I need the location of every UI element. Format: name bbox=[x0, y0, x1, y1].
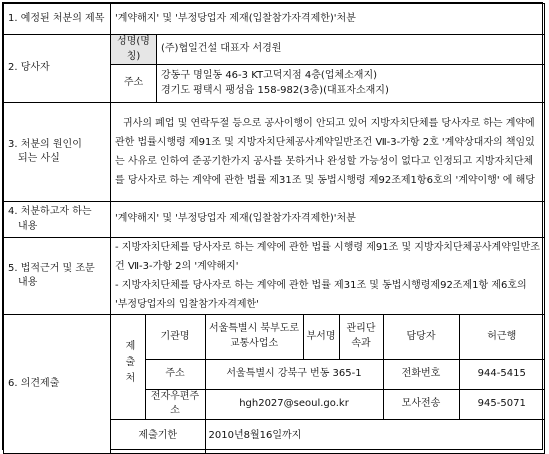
row-party-name bbox=[4, 35, 545, 65]
row-opinion-submission bbox=[4, 315, 545, 454]
disposition-title-label: 1. 예정된 처분의 제목 bbox=[4, 4, 111, 35]
legal-basis-label-line1: 5. 법적근거 및 조문 bbox=[8, 262, 95, 274]
notice-document bbox=[2, 2, 543, 450]
intended-disposition-label-line2: 내용 bbox=[18, 220, 38, 232]
agency-label: 기관명 bbox=[145, 315, 205, 359]
legal-basis-value bbox=[111, 238, 545, 315]
deadline-label: 제출기한 bbox=[111, 419, 205, 453]
cause-label bbox=[4, 103, 111, 202]
intended-disposition-label bbox=[4, 202, 111, 238]
cause-label-line1: 3. 처분의 원인이 bbox=[8, 138, 82, 150]
email-value: hgh2027@seoul.go.kr bbox=[205, 389, 383, 419]
submission-row-deadline bbox=[111, 419, 544, 453]
party-name-value: (주)협일건설 대표자 서경원 bbox=[157, 35, 545, 65]
party-name-label: 성명(명칭) bbox=[111, 35, 157, 65]
legal-basis-label bbox=[4, 238, 111, 315]
row-disposition-title bbox=[4, 4, 545, 35]
row-intended-disposition bbox=[4, 202, 545, 238]
email-label: 전자우편주소 bbox=[145, 389, 205, 419]
submission-table bbox=[111, 315, 544, 453]
submission-row-agency bbox=[111, 315, 544, 359]
cause-value: 귀사의 폐업 및 연락두절 등으로 공사이행이 안되고 있어 지방자치단체를 당사자로 하는 계약에 관한 법률시행령 제91조 및 지방자치단체공사계약일반조건 Ⅶ-3-가항 2호 '계약상대자의 책임있는 사유로 인하여 준공기한가지 공사를 못하거나 완성할 가능성이 없다고 인정되고 지방자치단체를 당사자로 하는 계약에 관한 법률 제31조 및 동법시행령 제92조제1항6호의 '계약이행' 에 해당 bbox=[111, 103, 545, 202]
submission-place-label bbox=[111, 315, 145, 419]
legal-basis-label-line2: 내용 bbox=[18, 277, 38, 288]
disposition-title-value: '계약해지' 및 '부정당업자 제재(입찰참가자격제한)'처분 bbox=[111, 4, 545, 35]
person-value: 허근행 bbox=[459, 315, 544, 359]
submission-place-text: 제출처 bbox=[123, 340, 134, 388]
submission-row-address bbox=[111, 359, 544, 389]
dept-value: 관리단속과 bbox=[339, 315, 383, 359]
agency-value: 서울특별시 북부도로교통사업소 bbox=[205, 315, 303, 359]
dept-label: 부서명 bbox=[303, 315, 339, 359]
party-address-line1: 강동구 명일동 46-3 KT고덕지점 4층(업체소재지) bbox=[161, 70, 378, 81]
party-label: 2. 당사자 bbox=[4, 35, 111, 103]
legal-basis-item-2: - 지방자치단체를 당사자로 하는 계약에 관한 법률 제31조 및 동법시행령제92조제1항 제6호의 '부정당업자의 입찰참가자격제한' bbox=[115, 280, 527, 310]
opinion-submission-detail bbox=[111, 315, 545, 454]
fax-label: 모사전송 bbox=[383, 389, 459, 419]
intended-disposition-label-line1: 4. 처분하고자 하는 bbox=[8, 206, 92, 217]
party-address-label: 주소 bbox=[111, 65, 157, 103]
submission-row-email bbox=[111, 389, 544, 419]
deadline-value: 2010년8월16일까지 bbox=[205, 419, 544, 453]
opinion-submission-label: 6. 의견제출 bbox=[4, 315, 111, 454]
row-legal-basis bbox=[4, 238, 545, 315]
fax-value: 945-5071 bbox=[459, 389, 544, 419]
address-label: 주소 bbox=[145, 359, 205, 389]
phone-value: 944-5415 bbox=[459, 359, 544, 389]
address-value: 서울특별시 강북구 번동 365-1 bbox=[205, 359, 383, 389]
party-address-value bbox=[157, 65, 545, 103]
cause-label-line2: 되는 사실 bbox=[18, 153, 60, 164]
phone-label: 전화번호 bbox=[383, 359, 459, 389]
legal-basis-item-1: - 지방자치단체를 당사자로 하는 계약에 관한 법률 시행령 제91조 및 지방자치단체공사계약일반조건 Ⅶ-3-가항 2의 '계약해지' bbox=[115, 242, 540, 272]
intended-disposition-value: '계약해지' 및 '부정당업자 제재(입찰참가자격제한)'처분 bbox=[111, 202, 545, 238]
person-label: 담당자 bbox=[383, 315, 459, 359]
notice-table bbox=[3, 3, 545, 454]
row-cause bbox=[4, 103, 545, 202]
party-address-line2: 경기도 평택시 팽성읍 158-982(3층)(대표자소재지) bbox=[161, 84, 389, 96]
